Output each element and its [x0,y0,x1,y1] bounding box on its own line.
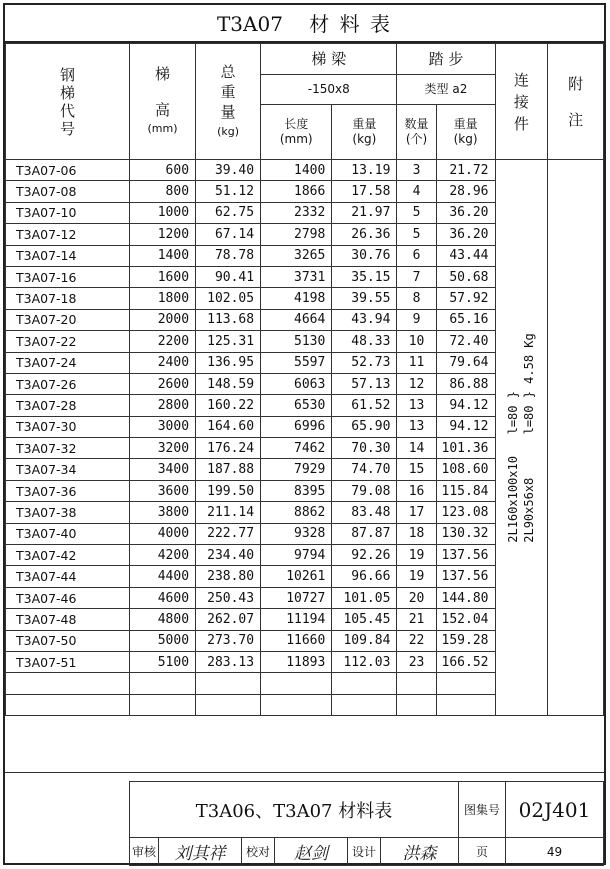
cell-step-weight: 43.44 [436,245,495,266]
cell-code: T3A07-14 [6,245,130,266]
cell-code: T3A07-32 [6,438,130,459]
col-header-code [6,44,130,160]
cell-beam-weight: 39.55 [332,288,397,309]
atlas-label: 图集号 [459,782,506,838]
cell-step-qty: 19 [397,566,436,587]
cell-step-weight: 79.64 [436,352,495,373]
empty-cell [261,673,332,694]
connector-line-1: 2L160x100x10 l=80 } [506,390,521,543]
cell-beam-length: 10261 [261,566,332,587]
cell-beam-length: 9328 [261,523,332,544]
sheet-title-text: 材 料 表 [309,12,393,36]
cell-height: 1400 [129,245,195,266]
cell-step-weight: 72.40 [436,331,495,352]
step-qty-unit: (个) [405,132,428,146]
cell-beam-weight: 79.08 [332,480,397,501]
cell-step-weight: 86.88 [436,373,495,394]
cell-beam-weight: 109.84 [332,630,397,651]
title-block [5,772,604,865]
cell-beam-length: 11660 [261,630,332,651]
cell-total-weight: 164.60 [196,416,261,437]
cell-height: 3200 [129,438,195,459]
review-signature: 刘其祥 [159,838,242,866]
col-header-connector [495,44,548,160]
cell-height: 800 [129,181,195,202]
cell-height: 2600 [129,373,195,394]
cell-step-qty: 21 [397,609,436,630]
cell-height: 2000 [129,309,195,330]
cell-beam-length: 11194 [261,609,332,630]
check-label: 校对 [242,838,275,866]
cell-code: T3A07-44 [6,566,130,587]
table-body [6,160,604,716]
cell-step-qty: 18 [397,523,436,544]
cell-beam-weight: 30.76 [332,245,397,266]
material-table [5,43,604,716]
cell-step-qty: 5 [397,224,436,245]
connector-spec [505,333,537,543]
cell-code: T3A07-42 [6,545,130,566]
cell-beam-length: 1866 [261,181,332,202]
cell-total-weight: 283.13 [196,651,261,672]
cell-height: 1000 [129,202,195,223]
cell-step-weight: 159.28 [436,630,495,651]
col-header-step-weight [436,105,495,160]
cell-beam-length: 11893 [261,651,332,672]
cell-code: T3A07-38 [6,502,130,523]
cell-step-weight: 57.92 [436,288,495,309]
design-signature: 洪森 [381,838,459,866]
empty-cell [261,694,332,715]
cell-beam-length: 5597 [261,352,332,373]
cell-beam-length: 5130 [261,331,332,352]
cell-height: 1800 [129,288,195,309]
cell-step-qty: 19 [397,545,436,566]
empty-cell [397,673,436,694]
cell-total-weight: 222.77 [196,523,261,544]
cell-height: 4200 [129,545,195,566]
cell-height: 1200 [129,224,195,245]
cell-beam-length: 9794 [261,545,332,566]
cell-code: T3A07-36 [6,480,130,501]
cell-code: T3A07-48 [6,609,130,630]
sheet-title [5,5,604,43]
cell-step-qty: 14 [397,438,436,459]
cell-height: 3600 [129,480,195,501]
cell-total-weight: 51.12 [196,181,261,202]
col-header-beam: 梯 梁 [261,44,397,75]
cell-step-qty: 22 [397,630,436,651]
cell-beam-weight: 48.33 [332,331,397,352]
cell-step-qty: 23 [397,651,436,672]
connector-line-2: 2L90x56x8 l=80 } 4.58 Kg [522,332,537,543]
cell-total-weight: 62.75 [196,202,261,223]
cell-code: T3A07-06 [6,160,130,181]
empty-cell [397,694,436,715]
cell-beam-length: 3265 [261,245,332,266]
cell-step-qty: 15 [397,459,436,480]
empty-cell [196,694,261,715]
cell-code: T3A07-30 [6,416,130,437]
cell-code: T3A07-20 [6,309,130,330]
empty-cell [6,673,130,694]
cell-code: T3A07-24 [6,352,130,373]
cell-step-qty: 4 [397,181,436,202]
col-header-code-text: 钢 梯 代 号 [59,65,75,138]
cell-step-qty: 5 [397,202,436,223]
cell-step-qty: 9 [397,309,436,330]
cell-total-weight: 90.41 [196,266,261,287]
cell-step-weight: 94.12 [436,395,495,416]
cell-total-weight: 39.40 [196,160,261,181]
cell-total-weight: 102.05 [196,288,261,309]
cell-height: 2200 [129,331,195,352]
cell-step-weight: 152.04 [436,609,495,630]
cell-beam-weight: 21.97 [332,202,397,223]
cell-beam-weight: 13.19 [332,160,397,181]
col-header-step-qty [397,105,436,160]
cell-beam-weight: 105.45 [332,609,397,630]
col-header-step: 踏 步 [397,44,495,75]
cell-step-weight: 36.20 [436,202,495,223]
step-weight-label: 重量 [453,117,478,131]
cell-beam-length: 8862 [261,502,332,523]
cell-step-weight: 65.16 [436,309,495,330]
review-label: 审核 [130,838,159,866]
cell-beam-weight: 52.73 [332,352,397,373]
beam-weight-unit: (kg) [352,132,377,146]
cell-step-weight: 101.36 [436,438,495,459]
drawing-sheet [3,3,606,865]
cell-beam-weight: 87.87 [332,523,397,544]
cell-step-qty: 12 [397,373,436,394]
cell-beam-length: 2332 [261,202,332,223]
cell-beam-weight: 70.30 [332,438,397,459]
empty-cell [436,673,495,694]
cell-step-qty: 13 [397,395,436,416]
cell-height: 3000 [129,416,195,437]
cell-total-weight: 78.78 [196,245,261,266]
check-signature: 赵剑 [275,838,348,866]
cell-step-weight: 115.84 [436,480,495,501]
empty-cell [129,673,195,694]
cell-total-weight: 136.95 [196,352,261,373]
cell-beam-length: 4198 [261,288,332,309]
cell-beam-length: 8395 [261,480,332,501]
cell-beam-weight: 74.70 [332,459,397,480]
cell-total-weight: 125.31 [196,331,261,352]
empty-cell [332,673,397,694]
col-header-height-text: 梯 高 [154,64,170,119]
cell-total-weight: 176.24 [196,438,261,459]
title-block-table [129,781,604,866]
cell-code: T3A07-40 [6,523,130,544]
empty-cell [196,673,261,694]
cell-beam-weight: 43.94 [332,309,397,330]
cell-step-weight: 137.56 [436,566,495,587]
step-type: 类型 a2 [397,75,495,105]
cell-step-weight: 108.60 [436,459,495,480]
cell-total-weight: 238.80 [196,566,261,587]
cell-total-weight: 199.50 [196,480,261,501]
empty-cell [129,694,195,715]
drawing-title: T3A06、T3A07 材料表 [130,782,459,838]
col-header-note [548,44,604,160]
page-label: 页 [459,838,506,866]
cell-step-weight: 166.52 [436,651,495,672]
cell-beam-length: 6063 [261,373,332,394]
col-header-beam-length [261,105,332,160]
cell-beam-weight: 83.48 [332,502,397,523]
cell-code: T3A07-51 [6,651,130,672]
cell-code: T3A07-18 [6,288,130,309]
cell-beam-length: 4664 [261,309,332,330]
cell-beam-weight: 65.90 [332,416,397,437]
empty-cell [436,694,495,715]
step-qty-label: 数量 [404,117,429,131]
cell-beam-weight: 17.58 [332,181,397,202]
table-row [6,160,604,181]
cell-height: 3400 [129,459,195,480]
cell-step-weight: 144.80 [436,587,495,608]
cell-beam-length: 1400 [261,160,332,181]
cell-height: 5100 [129,651,195,672]
cell-total-weight: 234.40 [196,545,261,566]
empty-cell [332,694,397,715]
cell-beam-weight: 112.03 [332,651,397,672]
cell-height: 4400 [129,566,195,587]
note-cell [548,160,604,716]
cell-beam-weight: 35.15 [332,266,397,287]
cell-beam-weight: 96.66 [332,566,397,587]
cell-total-weight: 262.07 [196,609,261,630]
cell-code: T3A07-12 [6,224,130,245]
col-header-height [129,44,195,160]
col-header-total-weight [196,44,261,160]
sheet-code: T3A07 [216,12,283,36]
cell-beam-weight: 57.13 [332,373,397,394]
cell-step-qty: 17 [397,502,436,523]
cell-step-qty: 13 [397,416,436,437]
cell-code: T3A07-26 [6,373,130,394]
col-header-note-text: 附 注 [568,74,584,129]
cell-beam-length: 6996 [261,416,332,437]
step-weight-unit: (kg) [453,132,478,146]
cell-height: 3800 [129,502,195,523]
cell-code: T3A07-08 [6,181,130,202]
col-header-connector-text: 连 接 件 [513,70,529,133]
cell-beam-length: 10727 [261,587,332,608]
cell-code: T3A07-46 [6,587,130,608]
cell-height: 4000 [129,523,195,544]
cell-step-weight: 50.68 [436,266,495,287]
cell-height: 600 [129,160,195,181]
page-number: 49 [506,838,604,866]
cell-beam-weight: 61.52 [332,395,397,416]
beam-weight-label: 重量 [352,117,377,131]
cell-code: T3A07-50 [6,630,130,651]
divider [5,772,604,773]
cell-beam-length: 7462 [261,438,332,459]
cell-step-qty: 10 [397,331,436,352]
cell-step-qty: 16 [397,480,436,501]
cell-step-weight: 94.12 [436,416,495,437]
cell-step-qty: 11 [397,352,436,373]
cell-step-qty: 6 [397,245,436,266]
cell-step-weight: 21.72 [436,160,495,181]
cell-step-weight: 130.32 [436,523,495,544]
cell-code: T3A07-16 [6,266,130,287]
design-label: 设计 [348,838,381,866]
cell-step-qty: 3 [397,160,436,181]
cell-height: 1600 [129,266,195,287]
beam-spec: -150x8 [261,75,397,105]
cell-code: T3A07-34 [6,459,130,480]
cell-code: T3A07-22 [6,331,130,352]
cell-total-weight: 211.14 [196,502,261,523]
cell-beam-length: 6530 [261,395,332,416]
beam-length-unit: (mm) [279,132,313,146]
cell-height: 4800 [129,609,195,630]
cell-step-weight: 137.56 [436,545,495,566]
col-header-total-weight-text: 总 重 量 [220,62,236,121]
cell-height: 5000 [129,630,195,651]
cell-beam-length: 2798 [261,224,332,245]
cell-total-weight: 67.14 [196,224,261,245]
cell-step-qty: 20 [397,587,436,608]
cell-beam-length: 3731 [261,266,332,287]
cell-beam-weight: 101.05 [332,587,397,608]
beam-length-label: 长度 [284,117,309,131]
connector-cell [495,160,548,716]
cell-step-qty: 8 [397,288,436,309]
cell-code: T3A07-10 [6,202,130,223]
cell-beam-weight: 92.26 [332,545,397,566]
cell-total-weight: 250.43 [196,587,261,608]
cell-step-qty: 7 [397,266,436,287]
cell-step-weight: 28.96 [436,181,495,202]
cell-height: 2800 [129,395,195,416]
cell-height: 4600 [129,587,195,608]
col-header-beam-weight [332,105,397,160]
cell-beam-weight: 26.36 [332,224,397,245]
cell-beam-length: 7929 [261,459,332,480]
cell-step-weight: 123.08 [436,502,495,523]
cell-total-weight: 113.68 [196,309,261,330]
cell-code: T3A07-28 [6,395,130,416]
col-header-total-weight-unit: (kg) [217,124,240,138]
cell-total-weight: 148.59 [196,373,261,394]
col-header-height-unit: (mm) [147,121,178,135]
atlas-number: 02J401 [506,782,604,838]
cell-step-weight: 36.20 [436,224,495,245]
empty-cell [6,694,130,715]
cell-total-weight: 273.70 [196,630,261,651]
cell-height: 2400 [129,352,195,373]
cell-total-weight: 160.22 [196,395,261,416]
cell-total-weight: 187.88 [196,459,261,480]
